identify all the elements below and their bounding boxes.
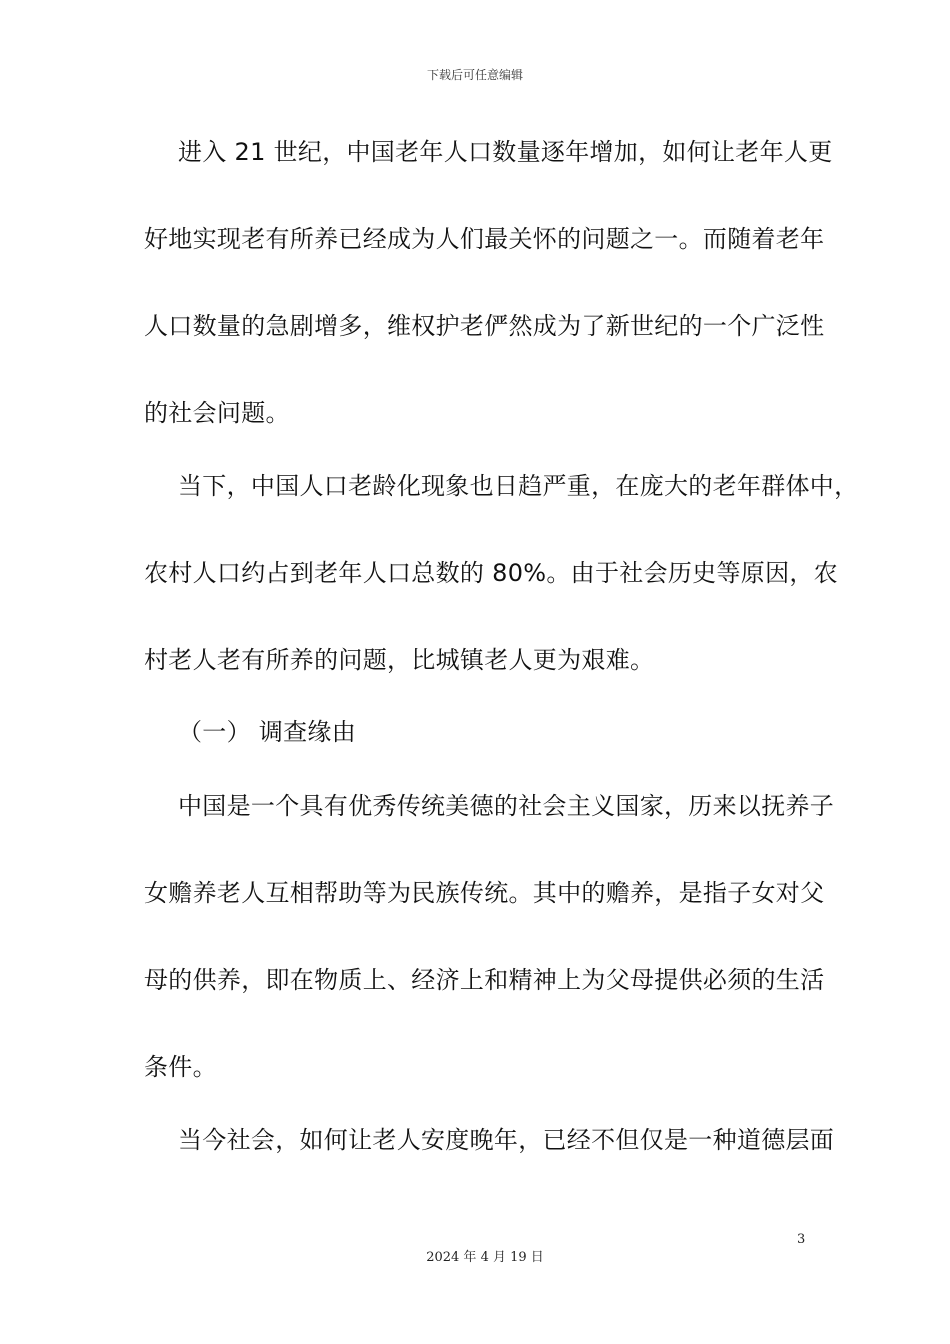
paragraph-line: 村老人老有所养的问题，比城镇老人更为艰难。	[144, 646, 655, 674]
paragraph-line: 好地实现老有所养已经成为人们最关怀的问题之一。而随着老年	[144, 225, 825, 253]
paragraph-line: 人口数量的急剧增多，维权护老俨然成为了新世纪的一个广泛性	[144, 312, 825, 340]
paragraph-line: 农村人口约占到老年人口总数的 80%。由于社会历史等原因，农	[144, 559, 838, 587]
footer-date: 2024 年 4 月 19 日	[426, 1250, 544, 1265]
paragraph-line: 进入 21 世纪，中国老年人口数量逐年增加，如何让老年人更	[178, 138, 833, 166]
paragraph-line: 的社会问题。	[144, 399, 290, 427]
header-note: 下载后可任意编辑	[426, 68, 523, 82]
paragraph-line: 当下，中国人口老龄化现象也日趋严重，在庞大的老年群体中，	[178, 472, 859, 500]
section-heading: （一） 调查缘由	[178, 718, 357, 746]
paragraph-line: 当今社会，如何让老人安度晚年，已经不但仅是一种道德层面	[178, 1126, 835, 1154]
paragraph-line: 母的供养，即在物质上、经济上和精神上为父母提供必须的生活	[144, 966, 825, 994]
paragraph-line: 中国是一个具有优秀传统美德的社会主义国家，历来以抚养子	[178, 792, 835, 820]
paragraph-line: 女赡养老人互相帮助等为民族传统。其中的赡养，是指子女对父	[144, 879, 825, 907]
paragraph-line: 条件。	[144, 1053, 217, 1081]
page-number: 3	[797, 1232, 806, 1247]
